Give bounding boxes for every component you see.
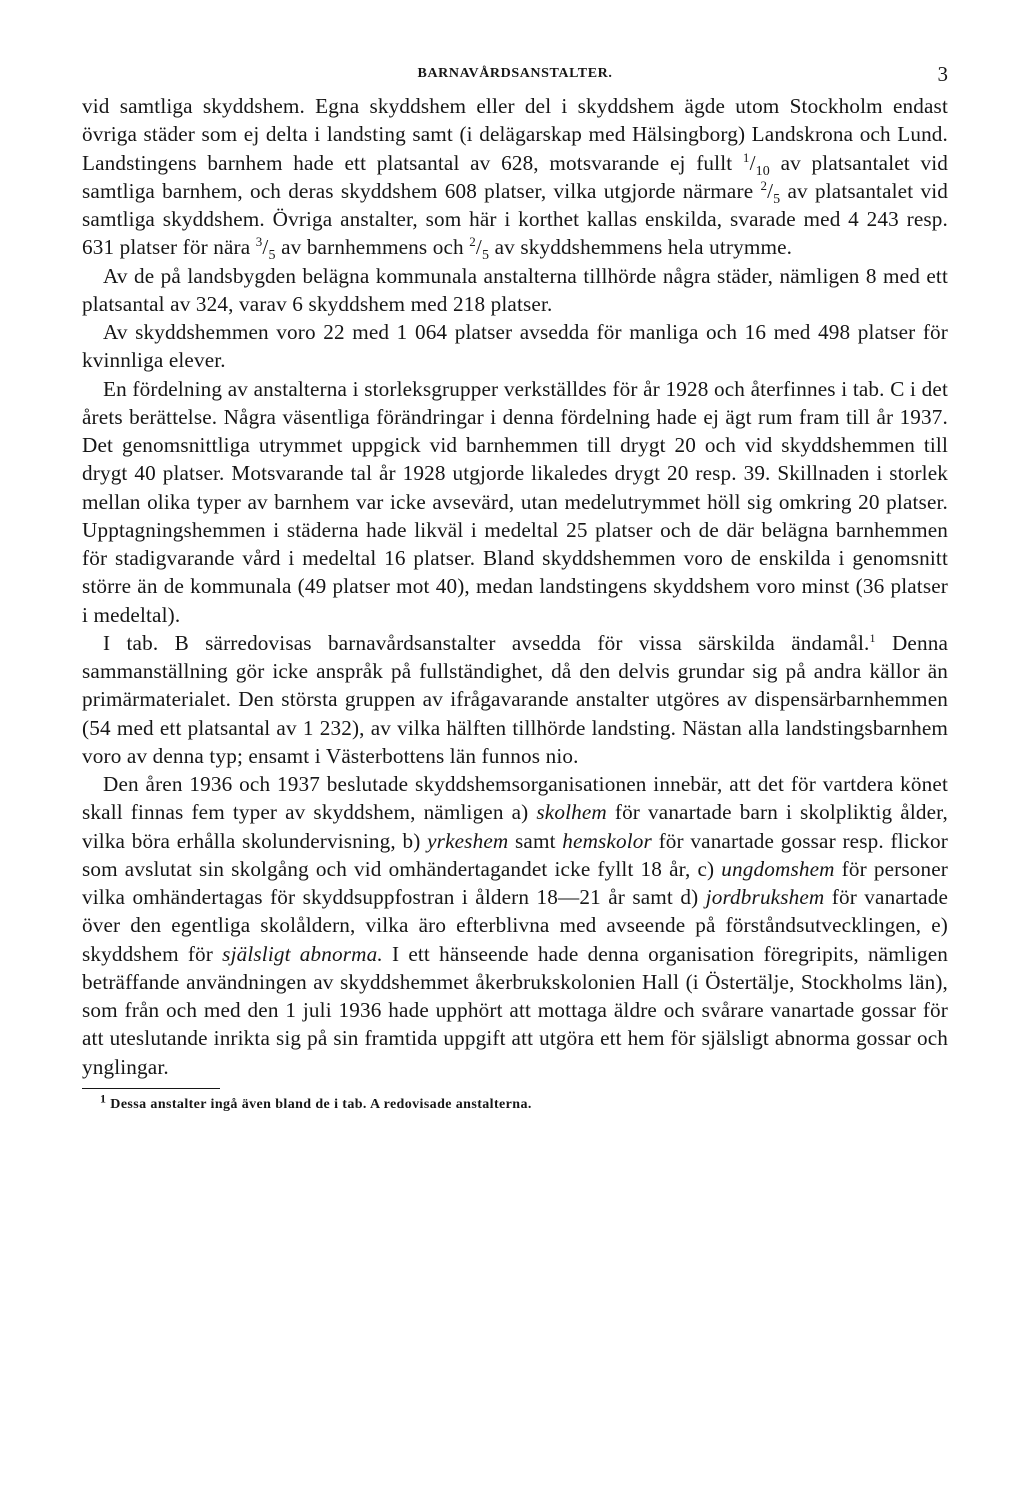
paragraph-5-text-b: Denna sammanställning gör icke anspråk på fullständighet, då den delvis grundar sig på andra källor än primärmaterialet. Den största gruppen av ifrågavarande anstalter utgöres av dispensärbarnhemmen (54 med ett platsantal av 1 232), av vilka hälften tillhörde landsting. Nästan alla landstingsbarnhem voro av denna typ; ensamt i Västerbottens län funnos nio.: [82, 630, 948, 768]
fraction-three-fifths: $^3/_5$: [255, 234, 276, 264]
footnote: [82, 1091, 948, 1115]
paragraph-5-text-a: I tab. B särredovisas barnavårdsanstalter avsedda för vissa särskilda ändamål.: [103, 630, 870, 655]
term-ungdomshem: ungdomshem: [721, 856, 835, 881]
paragraph-6-text-d: för vanartade gossar resp. flickor som avslutat sin skolgång och vid omhändertagandet icke fyllt 18 år, c): [82, 828, 948, 881]
paragraph-5: [82, 629, 948, 770]
paragraph-4: En fördelning av anstalterna i storleksgrupper verkställdes för år 1928 och återfinnes i tab. C i det årets berättelse. Några väsentliga förändringar i denna fördelning hade ej ägt rum fram till år 1937. Det genomsnittliga utrymmet uppgick vid barnhemmen till drygt 20 och vid skyddshemmen till drygt 40 platser. Motsvarande tal år 1928 utgjorde likaledes drygt 20 resp. 39. Skillnaden i storlek mellan olika typer av barnhem var icke avsevärd, utan medelutrymmet höll sig omkring 20 platser. Upptagningshemmen i städerna hade likväl i medeltal 25 platser och de där belägna barnhemmen för stadigvarande vård i medeltal 16 platser. Bland skyddshemmen voro de enskilda i genomsnitt större än de kommunala (49 platser mot 40), medan landstingens skyddshem voro minst (36 platser i medeltal).: [82, 376, 948, 627]
running-title: BARNAVÅRDSANSTALTER.: [417, 66, 613, 81]
paragraph-1: [82, 92, 948, 262]
term-hemskolor: hemskolor: [562, 828, 652, 853]
page-header: [82, 58, 948, 92]
body-text: [82, 92, 948, 1081]
page-number: 3: [937, 62, 948, 86]
paragraph-1-text-e: av skyddshemmens hela utrymme.: [489, 235, 793, 260]
paragraph-6-text-a: Den åren 1936 och 1937 beslutade skyddshemsorganisationen innebär, att det för vartdera könet skall finnas fem typer av skyddshem, nämligen a): [82, 772, 948, 825]
paragraph-6-text-e: för personer vilka omhändertagas för skyddsuppfostran i åldern 18—21 år samt d): [82, 856, 948, 909]
fraction-one-tenth: $^1/_{10}$: [742, 149, 770, 179]
term-skolhem: skolhem: [536, 800, 607, 825]
fraction-two-fifths: $^2/_5$: [760, 177, 781, 207]
paragraph-3: Av skyddshemmen voro 22 med 1 064 platser avsedda för manliga och 16 med 498 platser för kvinnliga elever.: [82, 320, 948, 373]
term-sjalsligt-abnorma: själsligt abnorma.: [222, 941, 383, 966]
term-yrkeshem: yrkeshem: [427, 828, 509, 853]
paragraph-6-text-f: för vanartade över den egentliga skolåldern, vilka äro efterblivna med avseende på förståndsutvecklingen, e) skyddshem för: [82, 885, 948, 966]
term-jordbrukshem: jordbrukshem: [705, 885, 825, 909]
footnote-reference: 1: [869, 630, 876, 645]
paragraph-1-text-d: av barnhemmens och: [275, 235, 470, 260]
paragraph-1-text-c: av platsantalet vid samtliga skyddshem. Övriga anstalter, som här i korthet kallas enskilda, svarade med 4 243 resp. 631 platser för nära: [82, 178, 948, 260]
paragraph-1-text-a: vid samtliga skyddshem. Egna skyddshem eller del i skyddshem ägde utom Stockholm endast övriga städer som ej delta i landsting samt (i delägarskap med Hälsingborg) Landskrona och Lund. Landstingens barnhem hade ett platsantal av 628, motsvarande ej fullt: [82, 94, 948, 175]
footnote-text: Dessa anstalter ingå även bland de i tab. A redovisade anstalterna.: [106, 1096, 532, 1112]
footnote-marker: 1: [100, 1091, 107, 1106]
paragraph-6-text-b: för vanartade barn i skolpliktig ålder, vilka böra erhålla skolundervisning, b): [82, 800, 948, 853]
paragraph-2: Av de på landsbygden belägna kommunala anstalterna tillhörde några städer, nämligen 8 med ett platsantal av 324, varav 6 skyddshem med 218 platser.: [82, 263, 948, 316]
paragraph-6-text-c: samt: [508, 828, 563, 853]
footnote-divider: [82, 1088, 220, 1089]
fraction-two-fifths-second: $^2/_5$: [469, 234, 490, 264]
document-page: [82, 58, 948, 1115]
paragraph-1-text-b: av platsantalet vid samtliga barnhem, och deras skyddshem 608 platser, vilka utgjorde närmare: [82, 150, 948, 203]
paragraph-6-text-g: I ett hänseende hade denna organisation föregripits, nämligen beträffande användningen av skyddshemmet åkerbrukskolonien Hall (i Östertälje, Stockholms län), som från och med den 1 juli 1936 hade upphört att mottaga äldre och svårare vanartade gossar för att uteslutande inrikta sig på sin framtida uppgift att utgöra ett hem för själsligt abnorma gossar och ynglingar.: [82, 941, 948, 1079]
paragraph-6: [82, 770, 948, 1081]
